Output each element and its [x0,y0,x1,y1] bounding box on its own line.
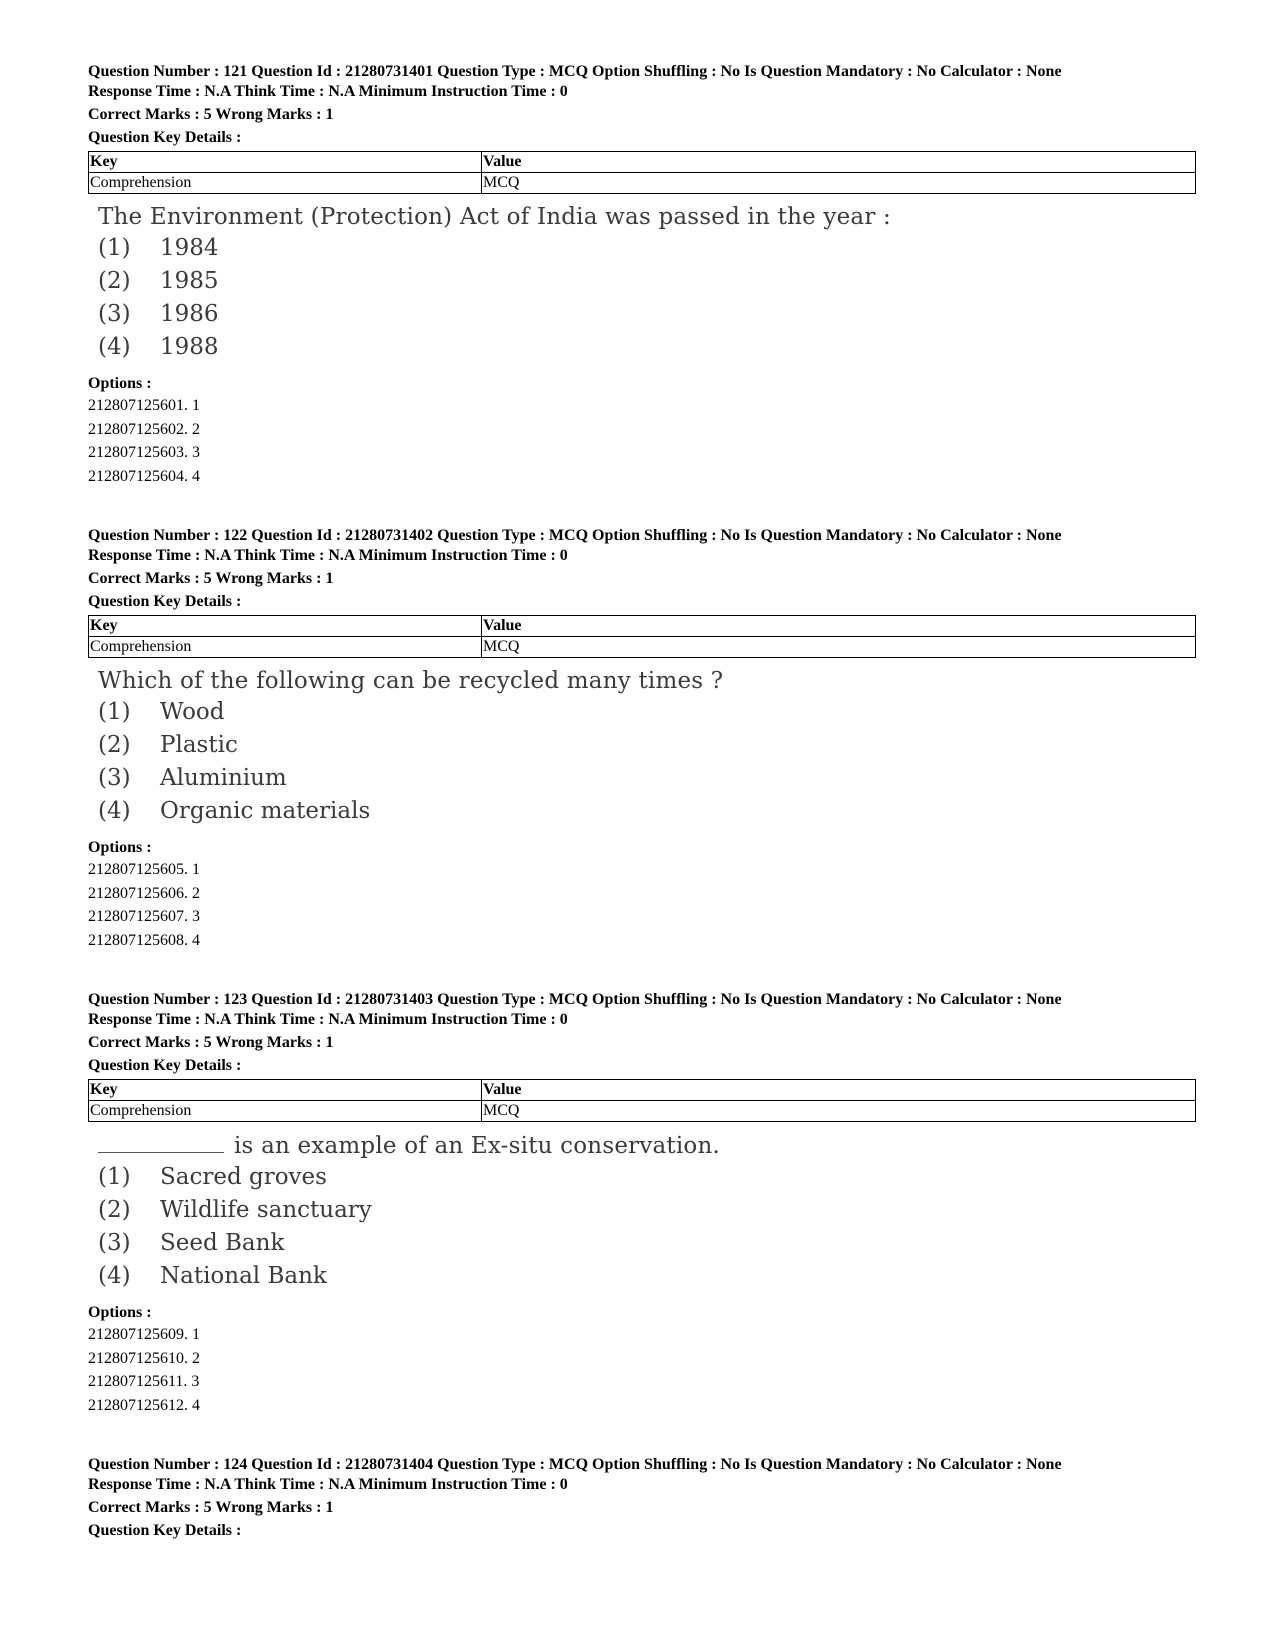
choice-item [98,795,1200,828]
question-122 [88,526,1200,952]
question-121 [88,62,1200,488]
option-item: 212807125612. 4 [88,1396,200,1414]
choice-text: 1988 [160,334,219,360]
key-cell: Comprehension [89,637,482,658]
document-page [88,62,1200,1541]
question-text: is an example of an Ex-situ conservation. [234,1133,721,1159]
question-123 [88,990,1200,1417]
option-item: 212807125608. 4 [88,931,200,949]
option-item: 212807125601. 1 [88,397,200,414]
key-header: Key [89,152,482,173]
question-124 [88,1455,1200,1541]
key-cell: Comprehension [89,1101,482,1122]
question-image-text [98,666,1200,828]
choice-item [98,298,1200,331]
key-cell: Comprehension [89,173,482,194]
choice-item [98,1161,1200,1194]
option-item: 212807125604. 4 [88,467,200,485]
choice-text: Wood [160,699,225,725]
table-row [89,1101,1196,1122]
choice-item [98,331,1200,364]
question-meta-line1: Question Number : 124 Question Id : 21280731404 Question Type : MCQ Option Shuffling : No Is Question Mandatory : No Calculator : None [88,1456,1062,1473]
choice-number: (2) [98,732,131,758]
choice-text: Seed Bank [160,1230,285,1256]
value-cell: MCQ [482,1101,1196,1122]
options-label: Options : [88,375,152,392]
choice-text: 1984 [160,235,219,261]
key-header: Key [89,1080,482,1101]
option-item: 212807125607. 3 [88,908,200,925]
choice-text: Wildlife sanctuary [160,1197,372,1223]
table-header-row [89,1080,1196,1101]
option-item: 212807125602. 2 [88,420,200,438]
fill-in-blank [98,1130,224,1153]
marks-line: Correct Marks : 5 Wrong Marks : 1 [88,106,334,123]
question-meta-line2: Response Time : N.A Think Time : N.A Minimum Instruction Time : 0 [88,1476,568,1493]
option-item: 212807125606. 2 [88,884,200,902]
question-meta-line2: Response Time : N.A Think Time : N.A Minimum Instruction Time : 0 [88,547,568,564]
choice-item [98,762,1200,795]
choice-number: (1) [98,699,131,725]
question-key-details-label: Question Key Details : [88,1522,242,1539]
choice-text: National Bank [160,1263,327,1289]
question-meta [88,990,1200,1030]
question-meta-line1: Question Number : 122 Question Id : 21280731402 Question Type : MCQ Option Shuffling : No Is Question Mandatory : No Calculator : None [88,527,1062,544]
choice-number: (3) [98,1230,131,1256]
question-spacer [88,488,1200,526]
choice-text: Sacred groves [160,1164,327,1190]
choice-number: (2) [98,268,131,294]
key-details-table [88,1079,1196,1122]
value-cell: MCQ [482,637,1196,658]
options-label: Options : [88,1304,152,1321]
choice-number: (4) [98,1263,131,1289]
option-item: 212807125610. 2 [88,1349,200,1367]
value-cell: MCQ [482,173,1196,194]
choice-item [98,729,1200,762]
question-image-text [98,202,1200,364]
choice-text: 1985 [160,268,219,294]
choice-text: Plastic [160,732,238,758]
option-item: 212807125605. 1 [88,861,200,878]
table-header-row [89,616,1196,637]
marks-line: Correct Marks : 5 Wrong Marks : 1 [88,1034,334,1051]
options-label: Options : [88,839,152,856]
choice-text: 1986 [160,301,219,327]
table-row [89,637,1196,658]
key-details-table [88,151,1196,194]
question-meta [88,1455,1200,1495]
question-spacer [88,952,1200,990]
key-header: Key [89,616,482,637]
choice-number: (4) [98,334,131,360]
question-key-details-label: Question Key Details : [88,593,242,610]
table-row [89,173,1196,194]
question-text: The Environment (Protection) Act of India was passed in the year : [98,204,891,230]
choice-number: (1) [98,1164,131,1190]
value-header: Value [482,616,1196,637]
option-item: 212807125609. 1 [88,1326,200,1343]
choice-number: (2) [98,1197,131,1223]
marks-line: Correct Marks : 5 Wrong Marks : 1 [88,1499,334,1516]
choice-item [98,696,1200,729]
choice-item [98,232,1200,265]
marks-line: Correct Marks : 5 Wrong Marks : 1 [88,570,334,587]
question-meta-line1: Question Number : 123 Question Id : 21280731403 Question Type : MCQ Option Shuffling : No Is Question Mandatory : No Calculator : None [88,991,1062,1008]
key-details-table [88,615,1196,658]
question-meta [88,526,1200,566]
question-key-details-label: Question Key Details : [88,1057,242,1074]
choice-number: (3) [98,301,131,327]
choice-text: Organic materials [160,798,371,824]
choice-item [98,1260,1200,1293]
choice-number: (1) [98,235,131,261]
question-meta-line1: Question Number : 121 Question Id : 21280731401 Question Type : MCQ Option Shuffling : No Is Question Mandatory : No Calculator : None [88,63,1062,80]
table-header-row [89,152,1196,173]
value-header: Value [482,1080,1196,1101]
choice-number: (4) [98,798,131,824]
question-spacer [88,1417,1200,1455]
option-item: 212807125603. 3 [88,444,200,461]
question-key-details-label: Question Key Details : [88,129,242,146]
choice-item [98,1194,1200,1227]
choice-text: Aluminium [160,765,287,791]
question-text: Which of the following can be recycled many times ? [98,668,724,694]
choice-number: (3) [98,765,131,791]
choice-item [98,265,1200,298]
option-item: 212807125611. 3 [88,1373,200,1390]
value-header: Value [482,152,1196,173]
question-meta-line2: Response Time : N.A Think Time : N.A Minimum Instruction Time : 0 [88,1011,568,1028]
question-meta-line2: Response Time : N.A Think Time : N.A Minimum Instruction Time : 0 [88,83,568,100]
choice-item [98,1227,1200,1260]
question-meta [88,62,1200,102]
question-text-row [98,1130,1200,1161]
question-image-text [98,1130,1200,1293]
